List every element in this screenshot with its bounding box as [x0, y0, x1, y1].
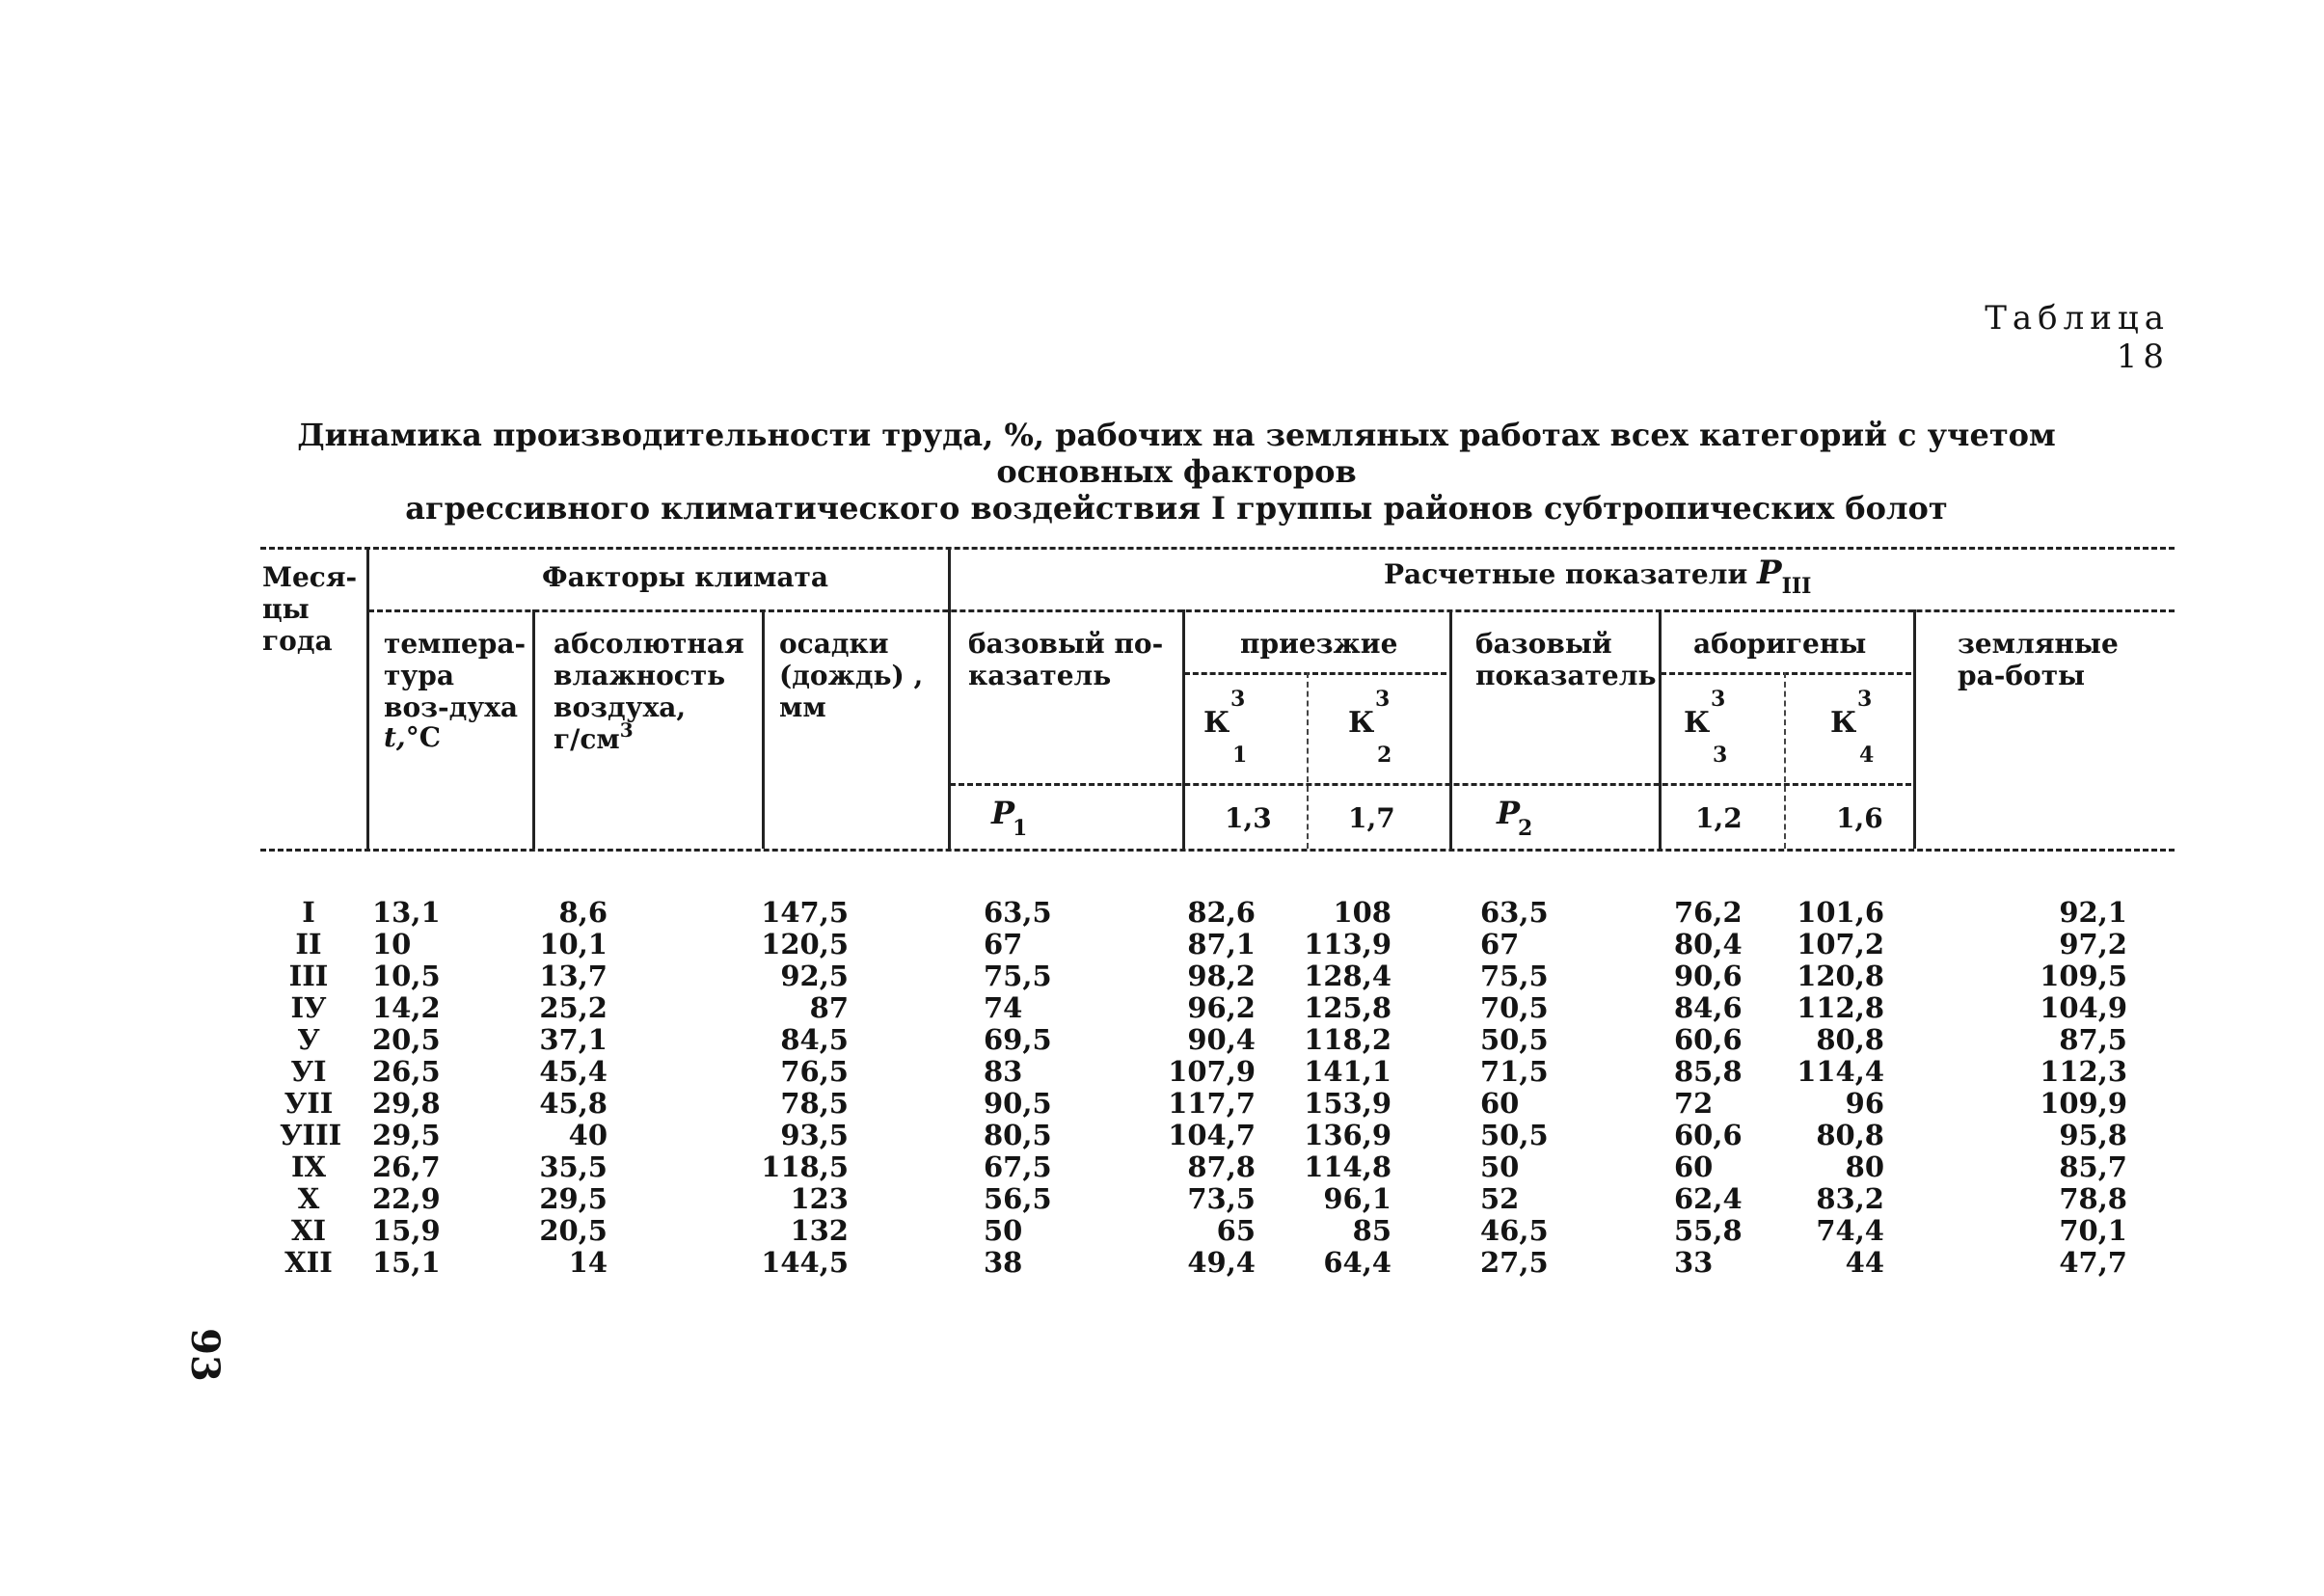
cell-temperature: 15,1 — [372, 1246, 441, 1279]
cell-base-p2: 63,5 — [1480, 896, 1549, 929]
cell-month: IX — [290, 1150, 327, 1183]
cell-temperature: 15,9 — [372, 1214, 441, 1247]
header-base-indicator-2: базовый показатель — [1475, 628, 1657, 691]
cell-earthworks: 85,7 — [2059, 1150, 2127, 1183]
col-line-k3 — [1784, 672, 1786, 849]
col-line-k1 — [1307, 672, 1309, 849]
coef-k2-value: 1,7 — [1348, 802, 1395, 834]
coef-k1-letter: К — [1203, 706, 1230, 740]
cell-humidity: 20,5 — [539, 1214, 608, 1247]
cell-k4: 107,2 — [1797, 928, 1884, 960]
coef-k3-sup: 3 — [1711, 687, 1726, 712]
cell-k1: 87,8 — [1187, 1150, 1256, 1183]
header-months: Меся-цы года — [262, 561, 358, 657]
cell-k4: 80 — [1845, 1150, 1884, 1183]
cell-earthworks: 47,7 — [2059, 1246, 2127, 1279]
cell-k4: 101,6 — [1797, 896, 1884, 929]
cell-k1: 82,6 — [1187, 896, 1256, 929]
cell-base-p2: 50,5 — [1480, 1023, 1549, 1056]
cell-k4: 96 — [1845, 1087, 1884, 1120]
cell-precipitation: 120,5 — [761, 928, 849, 960]
cell-humidity: 8,6 — [558, 896, 608, 929]
cell-k4: 44 — [1845, 1246, 1884, 1279]
coef-k1-sub: 1 — [1232, 743, 1248, 768]
cell-humidity: 25,2 — [539, 991, 608, 1024]
cell-month: УII — [284, 1087, 334, 1120]
cell-earthworks: 70,1 — [2059, 1214, 2127, 1247]
cell-base-p2: 52 — [1480, 1182, 1520, 1215]
cell-base-p2: 46,5 — [1480, 1214, 1549, 1247]
cell-k3: 80,4 — [1674, 928, 1743, 960]
rule-header-group — [368, 609, 2175, 612]
header-earthworks: земляные ра-боты — [1958, 628, 2119, 691]
cell-humidity: 14 — [568, 1246, 608, 1279]
cell-precipitation: 132 — [790, 1214, 849, 1247]
cell-month: У — [297, 1023, 320, 1056]
cell-k1: 117,7 — [1168, 1087, 1256, 1120]
cell-base-p1: 83 — [984, 1055, 1023, 1088]
cell-k4: 83,2 — [1816, 1182, 1884, 1215]
cell-earthworks: 97,2 — [2059, 928, 2127, 960]
temperature-unit: °C — [405, 721, 441, 753]
header-climate-factors: Факторы климата — [542, 561, 829, 593]
cell-base-p1: 90,5 — [984, 1087, 1052, 1120]
cell-temperature: 13,1 — [372, 896, 441, 929]
cell-base-p1: 63,5 — [984, 896, 1052, 929]
header-natives: аборигены — [1693, 628, 1867, 660]
cell-month: XII — [284, 1246, 333, 1279]
cell-k3: 60 — [1674, 1150, 1714, 1183]
cell-month: II — [295, 928, 322, 960]
cell-precipitation: 84,5 — [780, 1023, 849, 1056]
cell-humidity: 45,4 — [539, 1055, 608, 1088]
cell-k2: 96,1 — [1323, 1182, 1392, 1215]
cell-base-p1: 74 — [984, 991, 1023, 1024]
cell-k1: 65 — [1216, 1214, 1256, 1247]
header-calc-indicators-text: Расчетные показатели — [1384, 558, 1748, 590]
coef-k4-sup: 3 — [1857, 687, 1873, 712]
cell-base-p1: 56,5 — [984, 1182, 1052, 1215]
cell-k2: 114,8 — [1304, 1150, 1392, 1183]
cell-precipitation: 92,5 — [780, 960, 849, 992]
humidity-unit-sup: 3 — [619, 718, 634, 742]
cell-k4: 80,8 — [1816, 1119, 1884, 1151]
header-precipitation: осадки (дождь) , мм — [779, 628, 924, 723]
rule-subgroup-newcomers — [1184, 672, 1446, 675]
cell-month: УI — [290, 1055, 327, 1088]
rule-top — [260, 547, 2175, 550]
symbol-p2-sub: 2 — [1518, 816, 1533, 841]
cell-humidity: 45,8 — [539, 1087, 608, 1120]
header-calc-symbol: P — [1757, 554, 1782, 592]
cell-k2: 136,9 — [1304, 1119, 1392, 1151]
cell-base-p2: 75,5 — [1480, 960, 1549, 992]
rule-coefficients — [950, 783, 1911, 786]
coef-k2-letter: К — [1348, 706, 1375, 740]
cell-k1: 87,1 — [1187, 928, 1256, 960]
cell-precipitation: 147,5 — [761, 896, 849, 929]
table-title-line-1: Динамика производительности труда, %, рабочих на земляных работах всех категорий с учетом основных факторов — [297, 417, 2056, 490]
temperature-var: t, — [384, 721, 406, 753]
cell-earthworks: 109,5 — [2040, 960, 2127, 992]
col-line-temp — [532, 609, 535, 849]
cell-k4: 114,4 — [1797, 1055, 1884, 1088]
cell-earthworks: 87,5 — [2059, 1023, 2127, 1056]
cell-base-p2: 27,5 — [1480, 1246, 1549, 1279]
cell-precipitation: 87 — [809, 991, 849, 1024]
cell-k2: 113,9 — [1304, 928, 1392, 960]
cell-month: XI — [290, 1214, 327, 1247]
cell-month: I — [302, 896, 315, 929]
cell-k3: 85,8 — [1674, 1055, 1743, 1088]
cell-k3: 55,8 — [1674, 1214, 1743, 1247]
cell-month: УIII — [280, 1119, 342, 1151]
cell-base-p1: 67,5 — [984, 1150, 1052, 1183]
cell-base-p2: 70,5 — [1480, 991, 1549, 1024]
cell-precipitation: 78,5 — [780, 1087, 849, 1120]
cell-earthworks: 109,9 — [2040, 1087, 2127, 1120]
symbol-p2-letter: P — [1497, 795, 1521, 831]
cell-base-p2: 50,5 — [1480, 1119, 1549, 1151]
col-line-humidity — [762, 609, 765, 849]
cell-k2: 153,9 — [1304, 1087, 1392, 1120]
coef-k1-value: 1,3 — [1225, 802, 1272, 834]
header-newcomers: приезжие — [1240, 628, 1398, 660]
cell-humidity: 35,5 — [539, 1150, 608, 1183]
cell-temperature: 20,5 — [372, 1023, 441, 1056]
coef-k4-value: 1,6 — [1836, 802, 1883, 834]
rule-header-bottom — [260, 849, 2175, 852]
cell-base-p1: 38 — [984, 1246, 1023, 1279]
cell-temperature: 26,7 — [372, 1150, 441, 1183]
cell-earthworks: 95,8 — [2059, 1119, 2127, 1151]
cell-base-p2: 71,5 — [1480, 1055, 1549, 1088]
table-number-label: Таблица 18 — [1985, 299, 2170, 376]
cell-k2: 85 — [1352, 1214, 1392, 1247]
cell-k3: 76,2 — [1674, 896, 1743, 929]
col-line-base1 — [1182, 609, 1185, 849]
cell-k1: 107,9 — [1168, 1055, 1256, 1088]
header-humidity-unit — [554, 718, 634, 758]
coef-k3-sub: 3 — [1713, 743, 1728, 768]
header-humidity: абсолютная влажность воздуха, — [554, 628, 744, 723]
cell-temperature: 29,5 — [372, 1119, 441, 1151]
cell-temperature: 29,8 — [372, 1087, 441, 1120]
cell-k2: 128,4 — [1304, 960, 1392, 992]
cell-base-p1: 67 — [984, 928, 1023, 960]
cell-k3: 60,6 — [1674, 1023, 1743, 1056]
col-line-natives — [1913, 609, 1916, 849]
cell-precipitation: 118,5 — [761, 1150, 849, 1183]
cell-k1: 49,4 — [1187, 1246, 1256, 1279]
cell-temperature: 14,2 — [372, 991, 441, 1024]
cell-k2: 125,8 — [1304, 991, 1392, 1024]
cell-humidity: 37,1 — [539, 1023, 608, 1056]
cell-temperature: 26,5 — [372, 1055, 441, 1088]
cell-k1: 73,5 — [1187, 1182, 1256, 1215]
col-line-newcomers — [1449, 609, 1452, 849]
cell-earthworks: 104,9 — [2040, 991, 2127, 1024]
cell-k1: 104,7 — [1168, 1119, 1256, 1151]
cell-humidity: 29,5 — [539, 1182, 608, 1215]
cell-earthworks: 112,3 — [2040, 1055, 2127, 1088]
rule-subgroup-natives — [1661, 672, 1911, 675]
cell-base-p2: 50 — [1480, 1150, 1520, 1183]
col-line-base2 — [1659, 609, 1662, 849]
coef-k1-sup: 3 — [1230, 687, 1246, 712]
cell-base-p1: 75,5 — [984, 960, 1052, 992]
cell-k2: 108 — [1333, 896, 1392, 929]
cell-k1: 90,4 — [1187, 1023, 1256, 1056]
coef-k2-sup: 3 — [1375, 687, 1391, 712]
coef-k2-sub: 2 — [1377, 743, 1392, 768]
cell-base-p2: 60 — [1480, 1087, 1520, 1120]
cell-k4: 112,8 — [1797, 991, 1884, 1024]
cell-humidity: 10,1 — [539, 928, 608, 960]
cell-temperature: 22,9 — [372, 1182, 441, 1215]
cell-base-p1: 50 — [984, 1214, 1023, 1247]
table-title-line-2: агрессивного климатического воздействия I группы районов субтропических болот — [405, 490, 1948, 527]
cell-k1: 96,2 — [1187, 991, 1256, 1024]
cell-earthworks: 78,8 — [2059, 1182, 2127, 1215]
cell-humidity: 13,7 — [539, 960, 608, 992]
col-line-months — [366, 547, 369, 849]
cell-precipitation: 123 — [790, 1182, 849, 1215]
symbol-p1-letter: P — [991, 795, 1015, 831]
cell-k3: 60,6 — [1674, 1119, 1743, 1151]
cell-k3: 62,4 — [1674, 1182, 1743, 1215]
cell-k2: 64,4 — [1323, 1246, 1392, 1279]
coef-k4-sub: 4 — [1859, 743, 1875, 768]
cell-base-p2: 67 — [1480, 928, 1520, 960]
cell-temperature: 10 — [372, 928, 412, 960]
header-calc-indicators — [1384, 554, 1812, 599]
coef-k3-value: 1,2 — [1695, 802, 1743, 834]
humidity-unit: г/см — [554, 723, 620, 755]
cell-month: IУ — [290, 991, 327, 1024]
cell-k4: 80,8 — [1816, 1023, 1884, 1056]
header-temperature: темпера-тура воз-духа — [384, 628, 527, 723]
header-temperature-unit — [384, 721, 441, 753]
page-number: 93 — [182, 1328, 228, 1382]
cell-base-p1: 80,5 — [984, 1119, 1052, 1151]
cell-k4: 74,4 — [1816, 1214, 1884, 1247]
cell-month: III — [288, 960, 329, 992]
cell-precipitation: 93,5 — [780, 1119, 849, 1151]
symbol-p1-sub: 1 — [1013, 816, 1028, 841]
table-title — [260, 417, 2093, 527]
header-base-indicator-1: базовый по-казатель — [968, 628, 1164, 691]
cell-k1: 98,2 — [1187, 960, 1256, 992]
cell-k3: 90,6 — [1674, 960, 1743, 992]
col-line-climate — [948, 547, 951, 849]
cell-k3: 84,6 — [1674, 991, 1743, 1024]
cell-k2: 118,2 — [1304, 1023, 1392, 1056]
header-calc-symbol-sub: III — [1781, 574, 1812, 599]
cell-k4: 120,8 — [1797, 960, 1884, 992]
cell-k2: 141,1 — [1304, 1055, 1392, 1088]
cell-base-p1: 69,5 — [984, 1023, 1052, 1056]
coef-k3-letter: К — [1684, 706, 1711, 740]
cell-humidity: 40 — [568, 1119, 608, 1151]
cell-k3: 72 — [1674, 1087, 1714, 1120]
cell-month: X — [297, 1182, 320, 1215]
cell-temperature: 10,5 — [372, 960, 441, 992]
cell-precipitation: 144,5 — [761, 1246, 849, 1279]
cell-k3: 33 — [1674, 1246, 1714, 1279]
cell-precipitation: 76,5 — [780, 1055, 849, 1088]
coef-k4-letter: К — [1830, 706, 1857, 740]
cell-earthworks: 92,1 — [2059, 896, 2127, 929]
